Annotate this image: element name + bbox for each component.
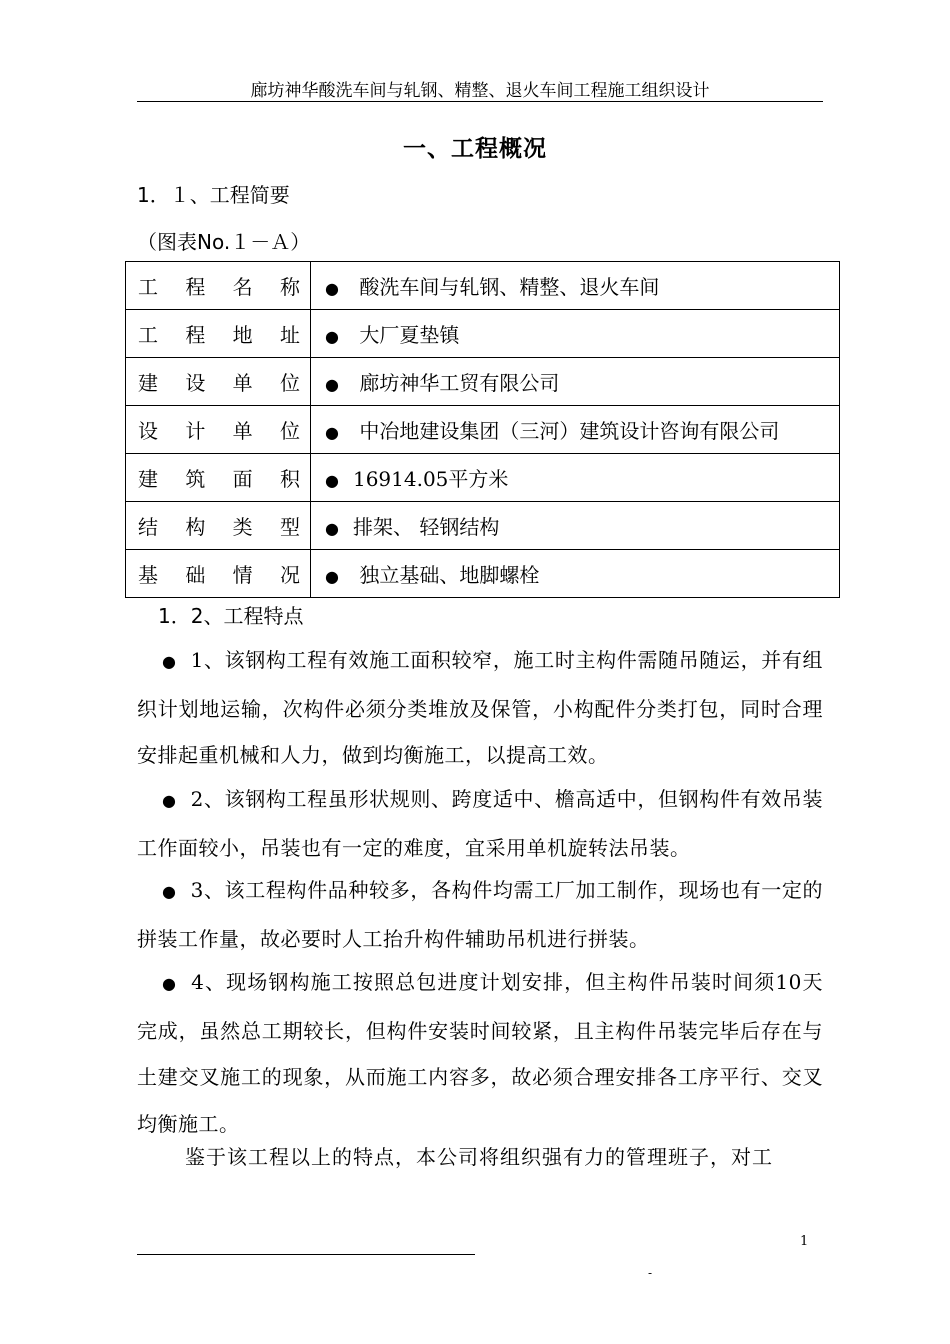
label-char: 况 [279, 563, 300, 587]
table-row [126, 550, 840, 598]
feature-paragraph [137, 776, 823, 871]
label-char: 工 [138, 275, 158, 299]
feature-text: 1、该钢构工程有效施工面积较窄，施工时主构件需随吊随运，并有组织计划地运输，次构件必须分类堆放及保管，小构配件分类打包，同时合理安排起重机械和人力，做到均衡施工，以提高工效。 [137, 648, 823, 767]
row-value [311, 502, 840, 550]
table-caption: （图表No.１－Ａ） [137, 230, 311, 254]
row-value [311, 262, 840, 310]
value-text: 酸洗车间与轧钢、精整、退火车间 [352, 275, 660, 299]
bullet-icon: ● [162, 974, 178, 993]
value-text: 廊坊神华工贸有限公司 [352, 371, 560, 395]
row-label [126, 310, 311, 358]
bullet-icon: ● [162, 791, 177, 810]
label-char: 单 [232, 371, 253, 395]
page-number: 1 [800, 1234, 809, 1249]
row-label [126, 550, 311, 598]
row-label [126, 502, 311, 550]
label-char: 地 [232, 323, 253, 347]
feature-paragraph [137, 959, 823, 1147]
header-rule [137, 101, 823, 102]
table-row [126, 262, 840, 310]
running-header: 廊坊神华酸洗车间与轧钢、精整、退火车间工程施工组织设计 [250, 81, 710, 101]
row-value [311, 358, 840, 406]
row-label [126, 454, 311, 502]
bullet-icon: ● [325, 423, 339, 442]
footer-dash: - [648, 1266, 653, 1280]
label-char: 基 [138, 563, 158, 587]
bullet-icon: ● [325, 327, 339, 346]
label-char: 称 [279, 275, 300, 299]
feature-text: 4、现场钢构施工按照总包进度计划安排，但主构件吊装时间须10天完成，虽然总工期较长，但构件安装时间较紧，且主构件吊装完毕后存在与土建交叉施工的现象，从而施工内容多，故必须合理安排各工序平行、交叉均衡施工。 [137, 970, 823, 1136]
label-char: 位 [279, 419, 300, 443]
row-value [311, 310, 840, 358]
value-text: 独立基础、地脚螺栓 [352, 563, 540, 587]
label-char: 计 [185, 419, 206, 443]
section-heading: 1．１、工程简要 [137, 183, 290, 207]
row-value [311, 550, 840, 598]
bullet-icon: ● [325, 375, 339, 394]
bullet-icon: ● [325, 567, 339, 586]
row-label [126, 406, 311, 454]
label-char: 设 [185, 371, 206, 395]
value-text: 16914.05平方米 [352, 467, 509, 491]
label-char: 名 [232, 275, 253, 299]
label-char: 础 [185, 563, 206, 587]
label-char: 类 [232, 515, 253, 539]
table-row [126, 406, 840, 454]
label-char: 位 [279, 371, 300, 395]
label-char: 设 [138, 419, 158, 443]
closing-paragraph [137, 1141, 823, 1170]
row-value [311, 406, 840, 454]
value-text: 大厂夏垫镇 [352, 323, 460, 347]
feature-paragraph [137, 867, 823, 962]
label-char: 建 [138, 371, 158, 395]
bullet-icon: ● [325, 519, 339, 538]
label-char: 单 [232, 419, 253, 443]
value-text: 中冶地建设集团（三河）建筑设计咨询有限公司 [352, 419, 780, 443]
table-row [126, 358, 840, 406]
label-char: 情 [232, 563, 253, 587]
bullet-icon: ● [325, 471, 339, 490]
table-row [126, 454, 840, 502]
label-char: 工 [138, 323, 158, 347]
bullet-icon: ● [162, 652, 177, 671]
feature-text: 2、该钢构工程虽形状规则、跨度适中、檐高适中，但钢构件有效吊装工作面较小，吊装也有一定的难度，宜采用单机旋转法吊装。 [137, 787, 823, 860]
label-char: 址 [279, 323, 300, 347]
label-char: 积 [279, 467, 300, 491]
project-info-table [125, 261, 840, 598]
feature-paragraph [137, 637, 823, 779]
row-value [311, 454, 840, 502]
row-label [126, 358, 311, 406]
value-text: 排架、 轻钢结构 [352, 515, 500, 539]
table-row [126, 502, 840, 550]
label-char: 建 [138, 467, 158, 491]
table-row [126, 310, 840, 358]
footer-rule [137, 1254, 475, 1255]
section-heading: 1．2、工程特点 [158, 604, 304, 628]
row-label [126, 262, 311, 310]
label-char: 结 [138, 515, 158, 539]
bullet-icon: ● [162, 882, 177, 901]
label-char: 构 [185, 515, 206, 539]
feature-text: 3、该工程构件品种较多，各构件均需工厂加工制作，现场也有一定的拼装工作量，故必要时人工抬升构件辅助吊机进行拼装。 [137, 878, 823, 951]
closing-text: 鉴于该工程以上的特点，本公司将组织强有力的管理班子，对工 [185, 1145, 773, 1169]
label-char: 程 [185, 275, 206, 299]
label-char: 面 [232, 467, 253, 491]
bullet-icon: ● [325, 279, 339, 298]
label-char: 程 [185, 323, 206, 347]
label-char: 型 [279, 515, 300, 539]
label-char: 筑 [185, 467, 206, 491]
chapter-title: 一、工程概况 [403, 136, 547, 162]
